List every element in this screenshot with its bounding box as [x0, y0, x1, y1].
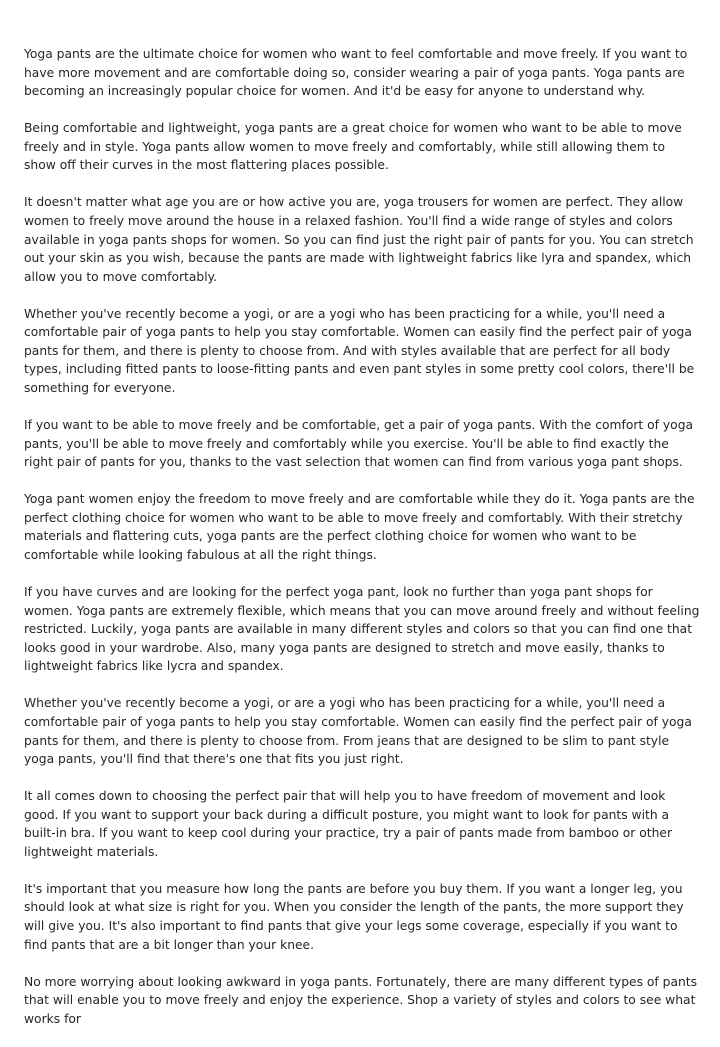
paragraph-2: Being comfortable and lightweight, yoga pants are a great choice for women who want to be able to move freely and in style. Yoga pants allow women to move freely and comfortably, while still allowing them to show off their curves in the most flattering places possible.: [24, 121, 682, 173]
paragraph-3: It doesn't matter what age you are or how active you are, yoga trousers for women are perfect. They allow women to freely move around the house in a relaxed fashion. You'll find a wide range of styles and colors available in yoga pants shops for women. So you can find just the right pair of pants for you. You can stretch out your skin as you wish, because the pants are made with lightweight fabrics like lyra and spandex, which allow you to move comfortably.: [24, 195, 694, 284]
paragraph-11: No more worrying about looking awkward in yoga pants. Fortunately, there are many different types of pants that will enable you to move freely and enjoy the experience. Shop a variety of styles and colors to see what works for: [24, 974, 698, 1026]
paragraph-9: It all comes down to choosing the perfect pair that will help you to have freedom of movement and look good. If you want to support your back during a difficult posture, you might want to look for pants with a built-in bra. If you want to keep cool during your practice, try a pair of pants made from bamboo or other lightweight materials.: [24, 789, 673, 859]
paragraph-8: Whether you've recently become a yogi, or are a yogi who has been practicing for a while, you'll need a comfortable pair of yoga pants to help you stay comfortable. Women can easily find the perfect pair of yoga pants for them, and there is plenty to choose from. From jeans that are designed to be slim to pant style yoga pants, you'll find that there's one that fits you just right.: [24, 696, 692, 767]
paragraph-5: If you want to be able to move freely and be comfortable, get a pair of yoga pants. With the comfort of yoga pants, you'll be able to move freely and comfortably while you exercise. You'll be able to find exactly the right pair of pants for you, thanks to the vast selection that women can find from various yoga pant shops.: [24, 418, 694, 470]
paragraph-4: Whether you've recently become a yogi, or are a yogi who has been practicing for a while, you'll need a comfortable pair of yoga pants to help you stay comfortable. Women can easily find the perfect pair of yoga pants for them, and there is plenty to choose from. And with styles available that are perfect for all body types, including fitted pants to loose-fitting pants and even pant styles in some pretty cool colors, there'll be something for everyone.: [24, 306, 695, 396]
paragraph-1: Yoga pants are the ultimate choice for women who want to feel comfortable and move freely. If you want to have more movement and are comfortable doing so, consider wearing a pair of yoga pants. Yoga pants are becoming an increasingly popular choice for women. And it'd be easy for anyone to understand why.: [24, 47, 688, 99]
paragraph-6: Yoga pant women enjoy the freedom to move freely and are comfortable while they do it. Yoga pants are the perfect clothing choice for women who want to be able to move freely and comfortably. With their stretchy materials and flattering cuts, yoga pants are the perfect clothing choice for women who want to be comfortable while looking fabulous at all the right things.: [24, 492, 695, 563]
article-body: [24, 45, 700, 1047]
paragraph-7: If you have curves and are looking for the perfect yoga pant, look no further than yoga pant shops for women. Yoga pants are extremely flexible, which means that you can move around freely and without feeling restricted. Luckily, yoga pants are available in many different styles and colors so that you can find one that looks good in your wardrobe. Also, many yoga pants are designed to stretch and move easily, thanks to lightweight fabrics like lycra and spandex.: [24, 585, 700, 674]
paragraph-10: It's important that you measure how long the pants are before you buy them. If you want a longer leg, you should look at what size is right for you. When you consider the length of the pants, the more support they will give you. It's also important to find pants that give your legs some coverage, especially if you want to find pants that are a bit longer than your knee.: [24, 881, 684, 952]
